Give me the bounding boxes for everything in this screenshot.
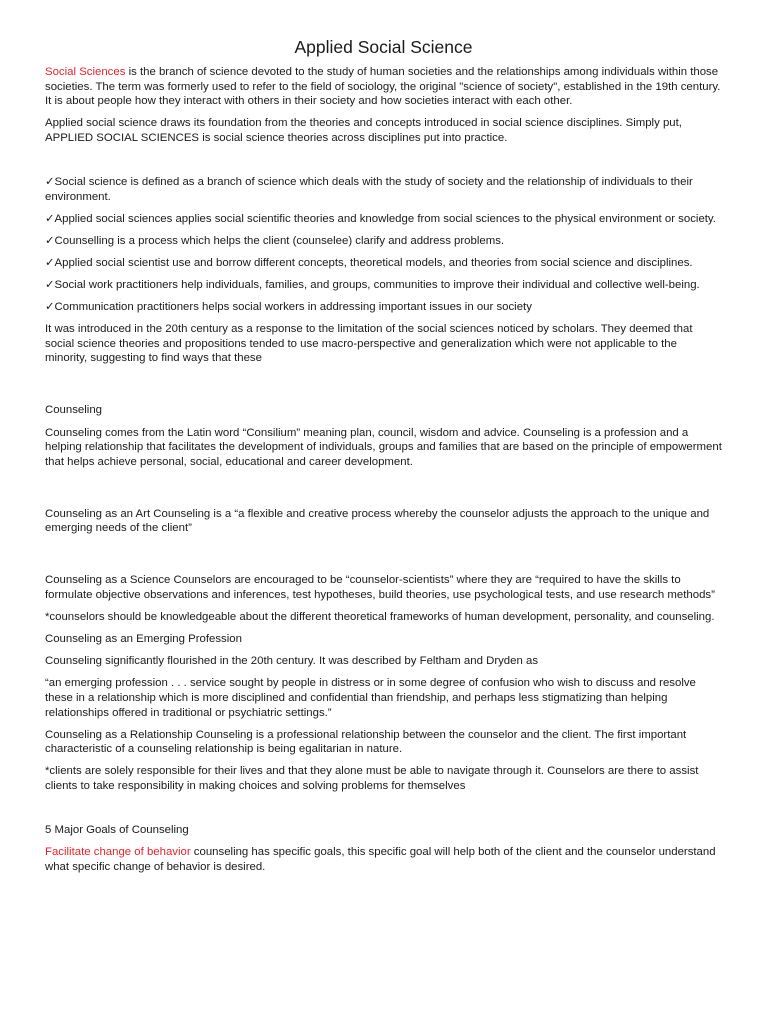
science-paragraph: Counseling as a Science Counselors are encouraged to be “counselor-scientists” where they are “required to have the skills to formulate objective observations and inferences, test hypotheses, build theories, use psychological tests, and use research methods” bbox=[45, 574, 715, 602]
spacer bbox=[45, 801, 722, 823]
science-note: *counselors should be knowledgeable about the different theoretical frameworks of human development, personality, and counseling. bbox=[45, 611, 715, 624]
spacer bbox=[45, 543, 722, 573]
check-item: ✓Social work practitioners help individuals, families, and groups, communities to improve their individual and collective well-being. bbox=[45, 278, 700, 291]
applied-paragraph: Applied social science draws its foundation from the theories and concepts introduced in social science disciplines. Simply put, APPLIED SOCIAL SCIENCES is social science theories across disciplines put into practice. bbox=[45, 117, 682, 144]
check-item: ✓Applied social scientist use and borrow different concepts, theoretical models, and theories from social science and disciplines. bbox=[45, 256, 693, 269]
emerging-heading: Counseling as an Emerging Profession bbox=[45, 633, 242, 646]
check-item: ✓Social science is defined as a branch of science which deals with the study of society and the relationship of individuals to their environment. bbox=[45, 175, 693, 203]
art-paragraph: Counseling as an Art Counseling is a “a flexible and creative process whereby the counselor adjusts the approach to the unique and emerging needs of the client” bbox=[45, 507, 710, 535]
check-item: ✓Applied social sciences applies social scientific theories and knowledge from social sciences to the physical environment or society. bbox=[45, 212, 716, 225]
highlight-term: Facilitate change of behavior bbox=[45, 846, 191, 859]
goal-text: counseling has specific goals, this specific goal will help both of the client and the counselor understand what specific change of behavior is desired. bbox=[45, 846, 716, 873]
counseling-heading: Counseling bbox=[45, 404, 102, 417]
highlight-term: Social Sciences bbox=[45, 66, 126, 78]
check-item: ✓Communication practitioners helps social workers in addressing important issues in our society bbox=[45, 301, 532, 314]
history-paragraph: It was introduced in the 20th century as a response to the limitation of the social sciences noticed by scholars. They deemed that social science theories and propositions tended to use macro-perspective and generalization which were not applicable to the minority, suggesting to find ways that these bbox=[45, 323, 693, 365]
relationship-paragraph: Counseling as a Relationship Counseling is a professional relationship between the counselor and the client. The first important characteristic of a counseling relationship is being egalitarian in nature. bbox=[45, 728, 687, 756]
spacer bbox=[45, 477, 722, 507]
relationship-note: *clients are solely responsible for their lives and that they alone must be able to navigate through it. Counselors are there to assist clients to take responsibility in making choices and solving problems for themselves bbox=[45, 765, 699, 792]
check-item: ✓Counselling is a process which helps the client (counselee) clarify and address problems. bbox=[45, 234, 505, 247]
emerging-intro: Counseling significantly flourished in the 20th century. It was described by Feltham and Dryden as bbox=[45, 655, 539, 668]
spacer bbox=[45, 153, 722, 175]
intro-paragraph bbox=[45, 65, 722, 109]
counseling-definition: Counseling comes from the Latin word “Consilium” meaning plan, council, wisdom and advice. Counseling is a profession and a helping relationship that facilitates the development of individuals, groups and families that are based on the principle of empowerment that helps achieve personal, social, educational and career development. bbox=[45, 426, 722, 468]
spacer bbox=[45, 373, 722, 403]
emerging-quote: “an emerging profession . . . service sought by people in distress or in some degree of confusion who wish to discuss and resolve these in a relationship which is more disciplined and confidential than friendship, and perhaps less stigmatizing than helping relationships offered in traditional or psychiatric settings.” bbox=[45, 677, 696, 719]
intro-text: is the branch of science devoted to the study of human societies and the relationships among individuals within those societies. The term was formerly used to refer to the field of sociology, the original "science of society", established in the 19th century. It is about people how they interact with others in their society and how societies interact with each other. bbox=[45, 66, 721, 108]
goals-heading: 5 Major Goals of Counseling bbox=[45, 824, 189, 837]
page-title: Applied Social Science bbox=[294, 37, 473, 57]
goal-paragraph bbox=[45, 845, 722, 874]
